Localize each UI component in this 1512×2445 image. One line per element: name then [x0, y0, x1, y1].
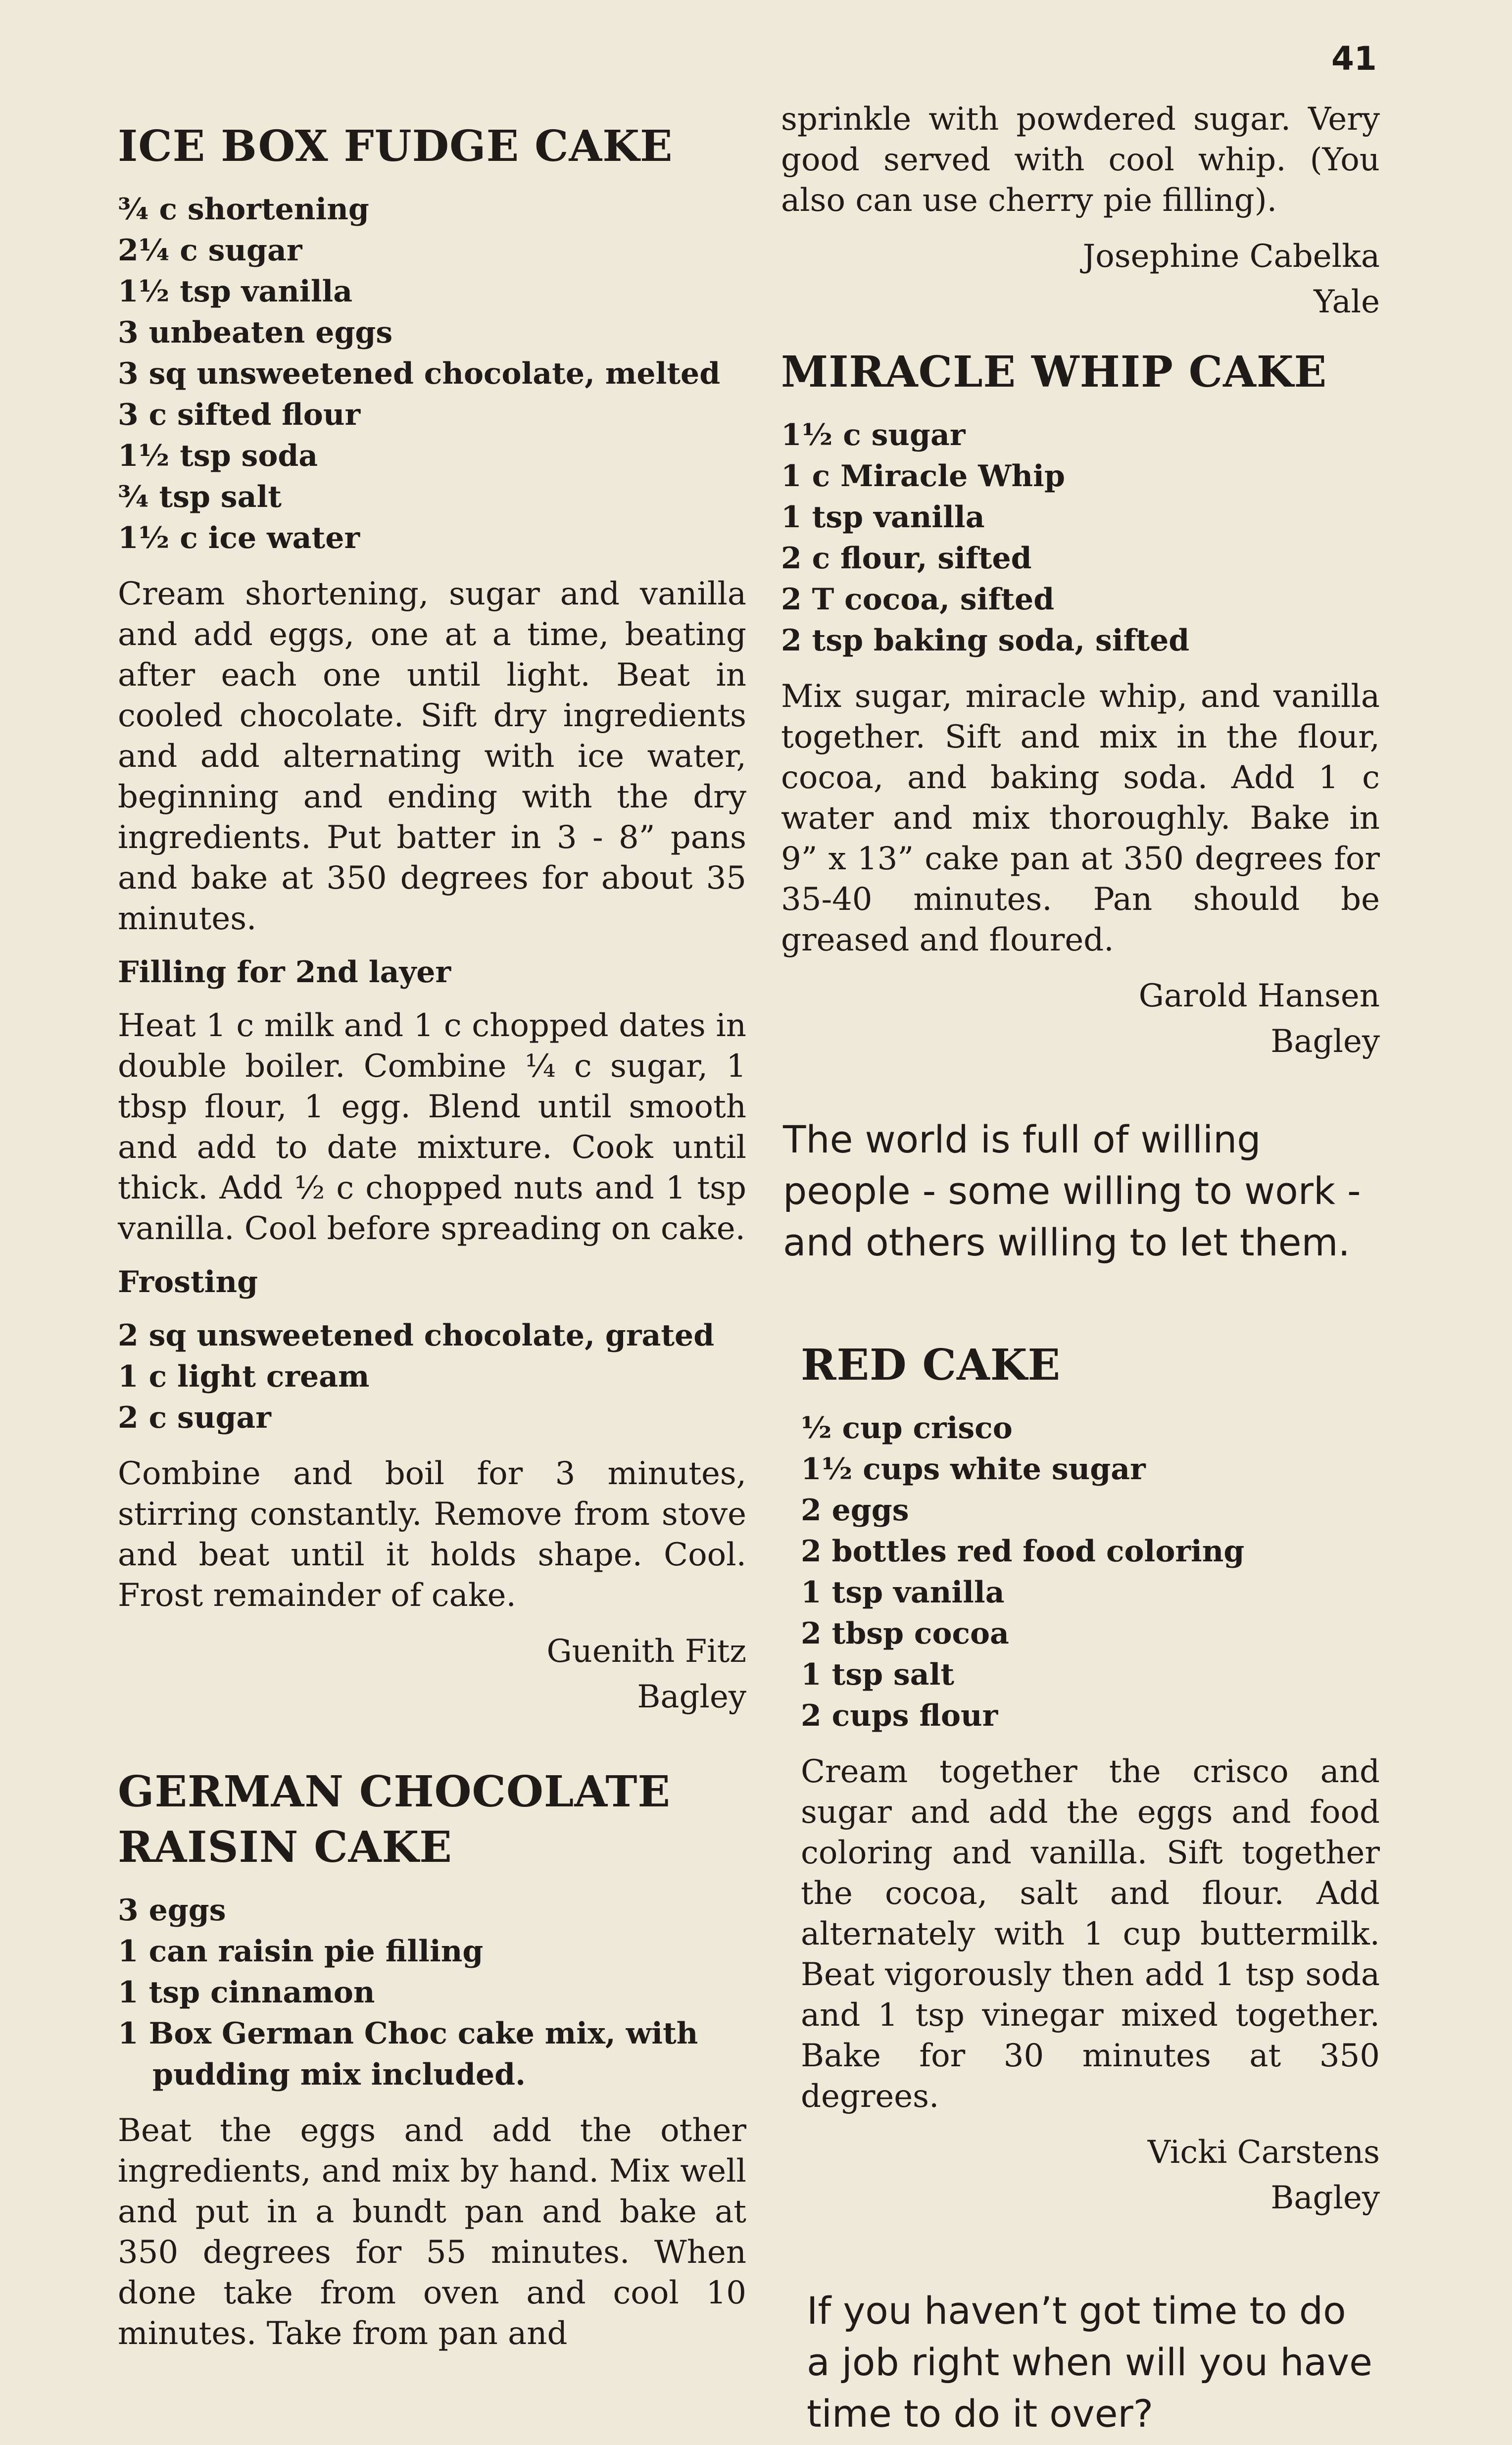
- page-number: 41: [1331, 40, 1377, 78]
- ingredient: 1 c Miracle Whip: [781, 459, 1065, 494]
- recipe-town: Yale: [1314, 284, 1380, 320]
- recipe-directions-continued: sprinkle with powdered sugar. Very good served with cool whip. (You also can use cherry pie filling).: [781, 101, 1380, 219]
- frosting-subheading: Frosting: [118, 1265, 258, 1299]
- ingredient: 1½ c ice water: [118, 521, 360, 555]
- ingredient: 1 tsp salt: [801, 1657, 955, 1692]
- ingredient: 2 cups flour: [801, 1698, 998, 1733]
- left-column: [118, 119, 746, 2367]
- recipe-ice-box-fudge-cake: [118, 119, 746, 1720]
- ingredient-list: [781, 415, 1380, 661]
- quote-time-to-do-it-over: If you haven’t got time to do a job right when will you have time to do it over?: [807, 2289, 1372, 2436]
- filling-subheading: Filling for 2nd layer: [118, 955, 451, 990]
- filling-directions: Heat 1 c milk and 1 c chopped dates in double boiler. Combine ¼ c sugar, 1 tbsp flour, 1 egg. Blend until smooth and add to date mixture. Cook until thick. Add ½ c chopped nuts and 1 tsp vanilla. Cool before spreading on cake.: [118, 1007, 746, 1247]
- recipe-town: Bagley: [1270, 1023, 1380, 1060]
- ingredient: ¾ tsp salt: [118, 480, 282, 514]
- ingredient: 2 tbsp cocoa: [801, 1616, 1009, 1651]
- ingredient: 1 c light cream: [118, 1359, 370, 1394]
- ingredient: 1 tsp cinnamon: [118, 1975, 375, 2010]
- ingredient: 3 unbeaten eggs: [118, 315, 393, 350]
- ingredient: 2 c sugar: [118, 1400, 271, 1435]
- ingredient: 2¼ c sugar: [118, 233, 302, 268]
- ingredient: 1½ tsp soda: [118, 439, 318, 473]
- ingredient: 2 tsp baking soda, sifted: [781, 623, 1190, 658]
- ingredient: ½ cup crisco: [801, 1411, 1013, 1446]
- recipe-german-chocolate-raisin-cake: [118, 1764, 746, 2354]
- ingredient: ¾ c shortening: [118, 192, 369, 227]
- recipe-directions: Mix sugar, miracle whip, and vanilla together. Sift and mix in the flour, cocoa, and baking soda. Add 1 c water and mix thoroughly. Bake in 9” x 13” cake pan at 350 degrees for 35-40 minutes. Pan should be greased and floured.: [781, 678, 1380, 958]
- recipe-directions: Cream shortening, sugar and vanilla and add eggs, one at a time, beating after each one until light. Beat in cooled chocolate. Sift dry ingredients and add alternating with ice water, beginning and ending with the dry ingredients. Put batter in 3 - 8” pans and bake at 350 degrees for about 35 minutes.: [118, 576, 746, 937]
- frosting-directions: Combine and boil for 3 minutes, stirring constantly. Remove from stove and beat until it holds shape. Cool. Frost remainder of cake.: [118, 1455, 746, 1614]
- recipe-title: [118, 1764, 746, 1875]
- ingredient: 1 tsp vanilla: [801, 1575, 1005, 1610]
- right-column: [781, 99, 1380, 2440]
- recipe-german-chocolate-continued: [781, 99, 1380, 325]
- recipe-title: RED CAKE: [801, 1340, 1061, 1390]
- recipe-author: Guenith Fitz: [546, 1633, 746, 1670]
- recipe-title: MIRACLE WHIP CAKE: [781, 347, 1327, 397]
- recipe-miracle-whip-cake: [781, 345, 1380, 1064]
- ingredient-list: [118, 189, 746, 559]
- ingredient: 1½ cups white sugar: [801, 1452, 1146, 1487]
- ingredient: 1 can raisin pie filling: [118, 1934, 484, 1969]
- ingredient: 3 sq unsweetened chocolate, melted: [118, 356, 721, 391]
- ingredient: 2 bottles red food coloring: [801, 1534, 1245, 1569]
- ingredient: 1 Box German Choc cake mix, with pudding mix included.: [118, 2016, 698, 2092]
- recipe-author: Vicki Carstens: [1147, 2134, 1380, 2171]
- ingredient: 2 T cocoa, sifted: [781, 582, 1055, 617]
- recipe-author: Josephine Cabelka: [1082, 238, 1380, 275]
- frosting-ingredient-list: [118, 1315, 746, 1439]
- ingredient: 2 sq unsweetened chocolate, grated: [118, 1318, 715, 1353]
- ingredient-list: [801, 1408, 1380, 1737]
- ingredient: 2 eggs: [801, 1493, 909, 1528]
- recipe-directions: Beat the eggs and add the other ingredients, and mix by hand. Mix well and put in a bundt pan and bake at 350 degrees for 55 minutes. When done take from oven and cool 10 minutes. Take from pan and: [118, 2112, 746, 2352]
- ingredient: 1 tsp vanilla: [781, 500, 985, 535]
- recipe-red-cake: [781, 1338, 1380, 2221]
- ingredient: 3 eggs: [118, 1893, 226, 1928]
- recipe-town: Bagley: [637, 1679, 746, 1715]
- recipe-author: Garold Hansen: [1138, 978, 1380, 1014]
- ingredient: 1½ tsp vanilla: [118, 274, 353, 309]
- ingredient: 1½ c sugar: [781, 418, 966, 452]
- ingredient: 2 c flour, sifted: [781, 541, 1032, 576]
- recipe-title: ICE BOX FUDGE CAKE: [118, 121, 673, 171]
- recipe-directions: Cream together the crisco and sugar and add the eggs and food coloring and vanilla. Sift together the cocoa, salt and flour. Add alternately with 1 cup buttermilk. Beat vigorously then add 1 tsp soda and 1 tsp vinegar mixed together. Bake for 30 minutes at 350 degrees.: [801, 1753, 1380, 2115]
- recipe-title-line: GERMAN CHOCOLATE: [118, 1767, 671, 1817]
- ingredient: 3 c sifted flour: [118, 398, 361, 432]
- recipe-town: Bagley: [1270, 2180, 1380, 2216]
- ingredient-list: [118, 1890, 746, 2096]
- recipe-title-line: RAISIN CAKE: [118, 1822, 452, 1872]
- quote-willing-people: The world is full of willing people - some willing to work - and others willing to let them.: [783, 1117, 1361, 1264]
